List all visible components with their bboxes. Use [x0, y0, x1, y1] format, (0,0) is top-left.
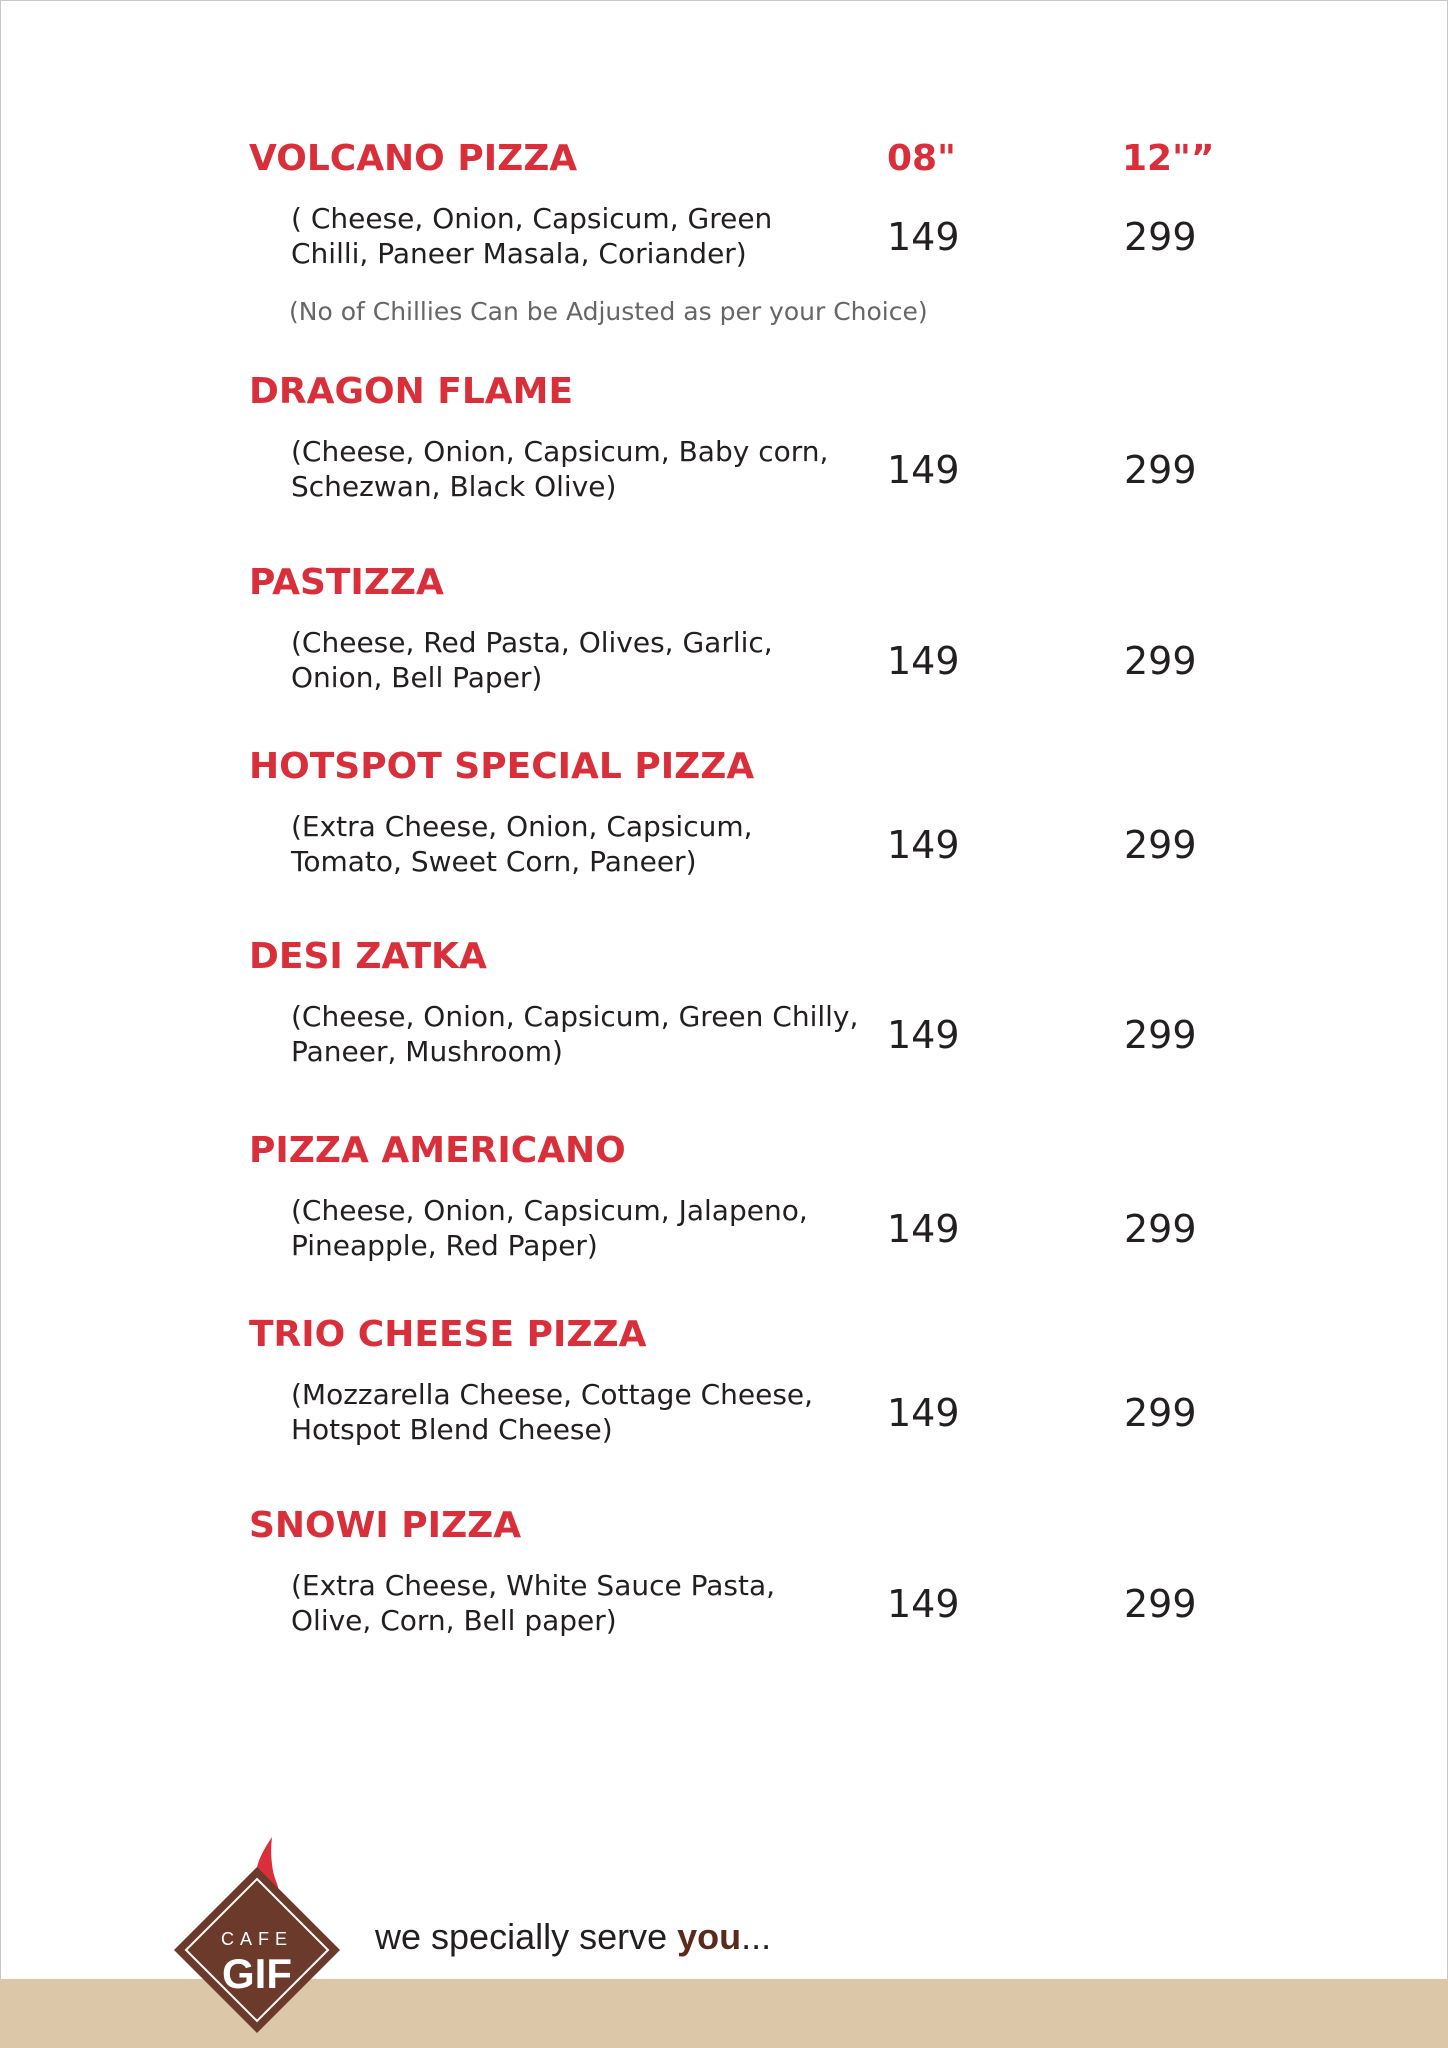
logo-graphic: [172, 1825, 342, 2035]
description-line: Schezwan, Black Olive): [291, 470, 617, 503]
price-8-inch: 149: [887, 1391, 960, 1435]
size-header-12-inch: 12"”: [1122, 138, 1215, 179]
price-8-inch: 149: [887, 823, 960, 867]
price-8-inch: 149: [887, 215, 960, 259]
price-12-inch: 299: [1124, 1391, 1197, 1435]
item-description: [291, 1377, 851, 1447]
tagline-prefix: we specially serve: [375, 1916, 678, 1957]
tagline-suffix: ...: [741, 1916, 772, 1957]
item-description: [291, 201, 851, 271]
item-description: [291, 434, 851, 504]
logo-text-gif: GIF: [222, 1950, 292, 1997]
description-line: Hotspot Blend Cheese): [291, 1413, 613, 1446]
description-line: (Cheese, Onion, Capsicum, Green Chilly,: [291, 1000, 859, 1033]
price-8-inch: 149: [887, 1207, 960, 1251]
price-12-inch: 299: [1124, 1207, 1197, 1251]
tagline: [375, 1915, 771, 1959]
price-8-inch: 149: [887, 1013, 960, 1057]
description-line: (Cheese, Onion, Capsicum, Jalapeno,: [291, 1194, 808, 1227]
price-12-inch: 299: [1124, 823, 1197, 867]
item-name: DRAGON FLAME: [249, 371, 574, 412]
price-12-inch: 299: [1124, 1582, 1197, 1626]
item-name: DESI ZATKA: [249, 936, 487, 977]
item-name: PIZZA AMERICANO: [249, 1130, 626, 1171]
description-line: (Cheese, Red Pasta, Olives, Garlic,: [291, 626, 773, 659]
item-description: [291, 999, 859, 1069]
description-line: (Cheese, Onion, Capsicum, Baby corn,: [291, 435, 829, 468]
item-description: [291, 625, 851, 695]
description-line: Chilli, Paneer Masala, Coriander): [291, 237, 747, 270]
description-line: Tomato, Sweet Corn, Paneer): [291, 845, 697, 878]
item-description: [291, 1193, 851, 1263]
item-description: [291, 1568, 851, 1638]
item-description: [291, 809, 851, 879]
size-header-8-inch: 08": [887, 138, 956, 179]
item-name: HOTSPOT SPECIAL PIZZA: [249, 746, 755, 787]
cafe-gif-logo: [172, 1825, 342, 2035]
price-12-inch: 299: [1124, 215, 1197, 259]
price-12-inch: 299: [1124, 1013, 1197, 1057]
tagline-bold: you: [677, 1916, 742, 1957]
price-12-inch: 299: [1124, 639, 1197, 683]
description-line: (Extra Cheese, Onion, Capsicum,: [291, 810, 753, 843]
description-line: Paneer, Mushroom): [291, 1035, 563, 1068]
description-line: Onion, Bell Paper): [291, 661, 543, 694]
description-line: Pineapple, Red Paper): [291, 1229, 598, 1262]
item-name: TRIO CHEESE PIZZA: [249, 1314, 647, 1355]
description-line: (Extra Cheese, White Sauce Pasta,: [291, 1569, 776, 1602]
item-name: VOLCANO PIZZA: [249, 138, 578, 179]
description-line: ( Cheese, Onion, Capsicum, Green: [291, 202, 773, 235]
price-12-inch: 299: [1124, 448, 1197, 492]
logo-text-cafe: CAFE: [220, 1929, 294, 1949]
price-8-inch: 149: [887, 448, 960, 492]
chillies-note: (No of Chillies Can be Adjusted as per your Choice): [289, 297, 928, 326]
description-line: Olive, Corn, Bell paper): [291, 1604, 617, 1637]
item-name: SNOWI PIZZA: [249, 1505, 522, 1546]
item-name: PASTIZZA: [249, 562, 444, 603]
price-8-inch: 149: [887, 639, 960, 683]
description-line: (Mozzarella Cheese, Cottage Cheese,: [291, 1378, 814, 1411]
price-8-inch: 149: [887, 1582, 960, 1626]
